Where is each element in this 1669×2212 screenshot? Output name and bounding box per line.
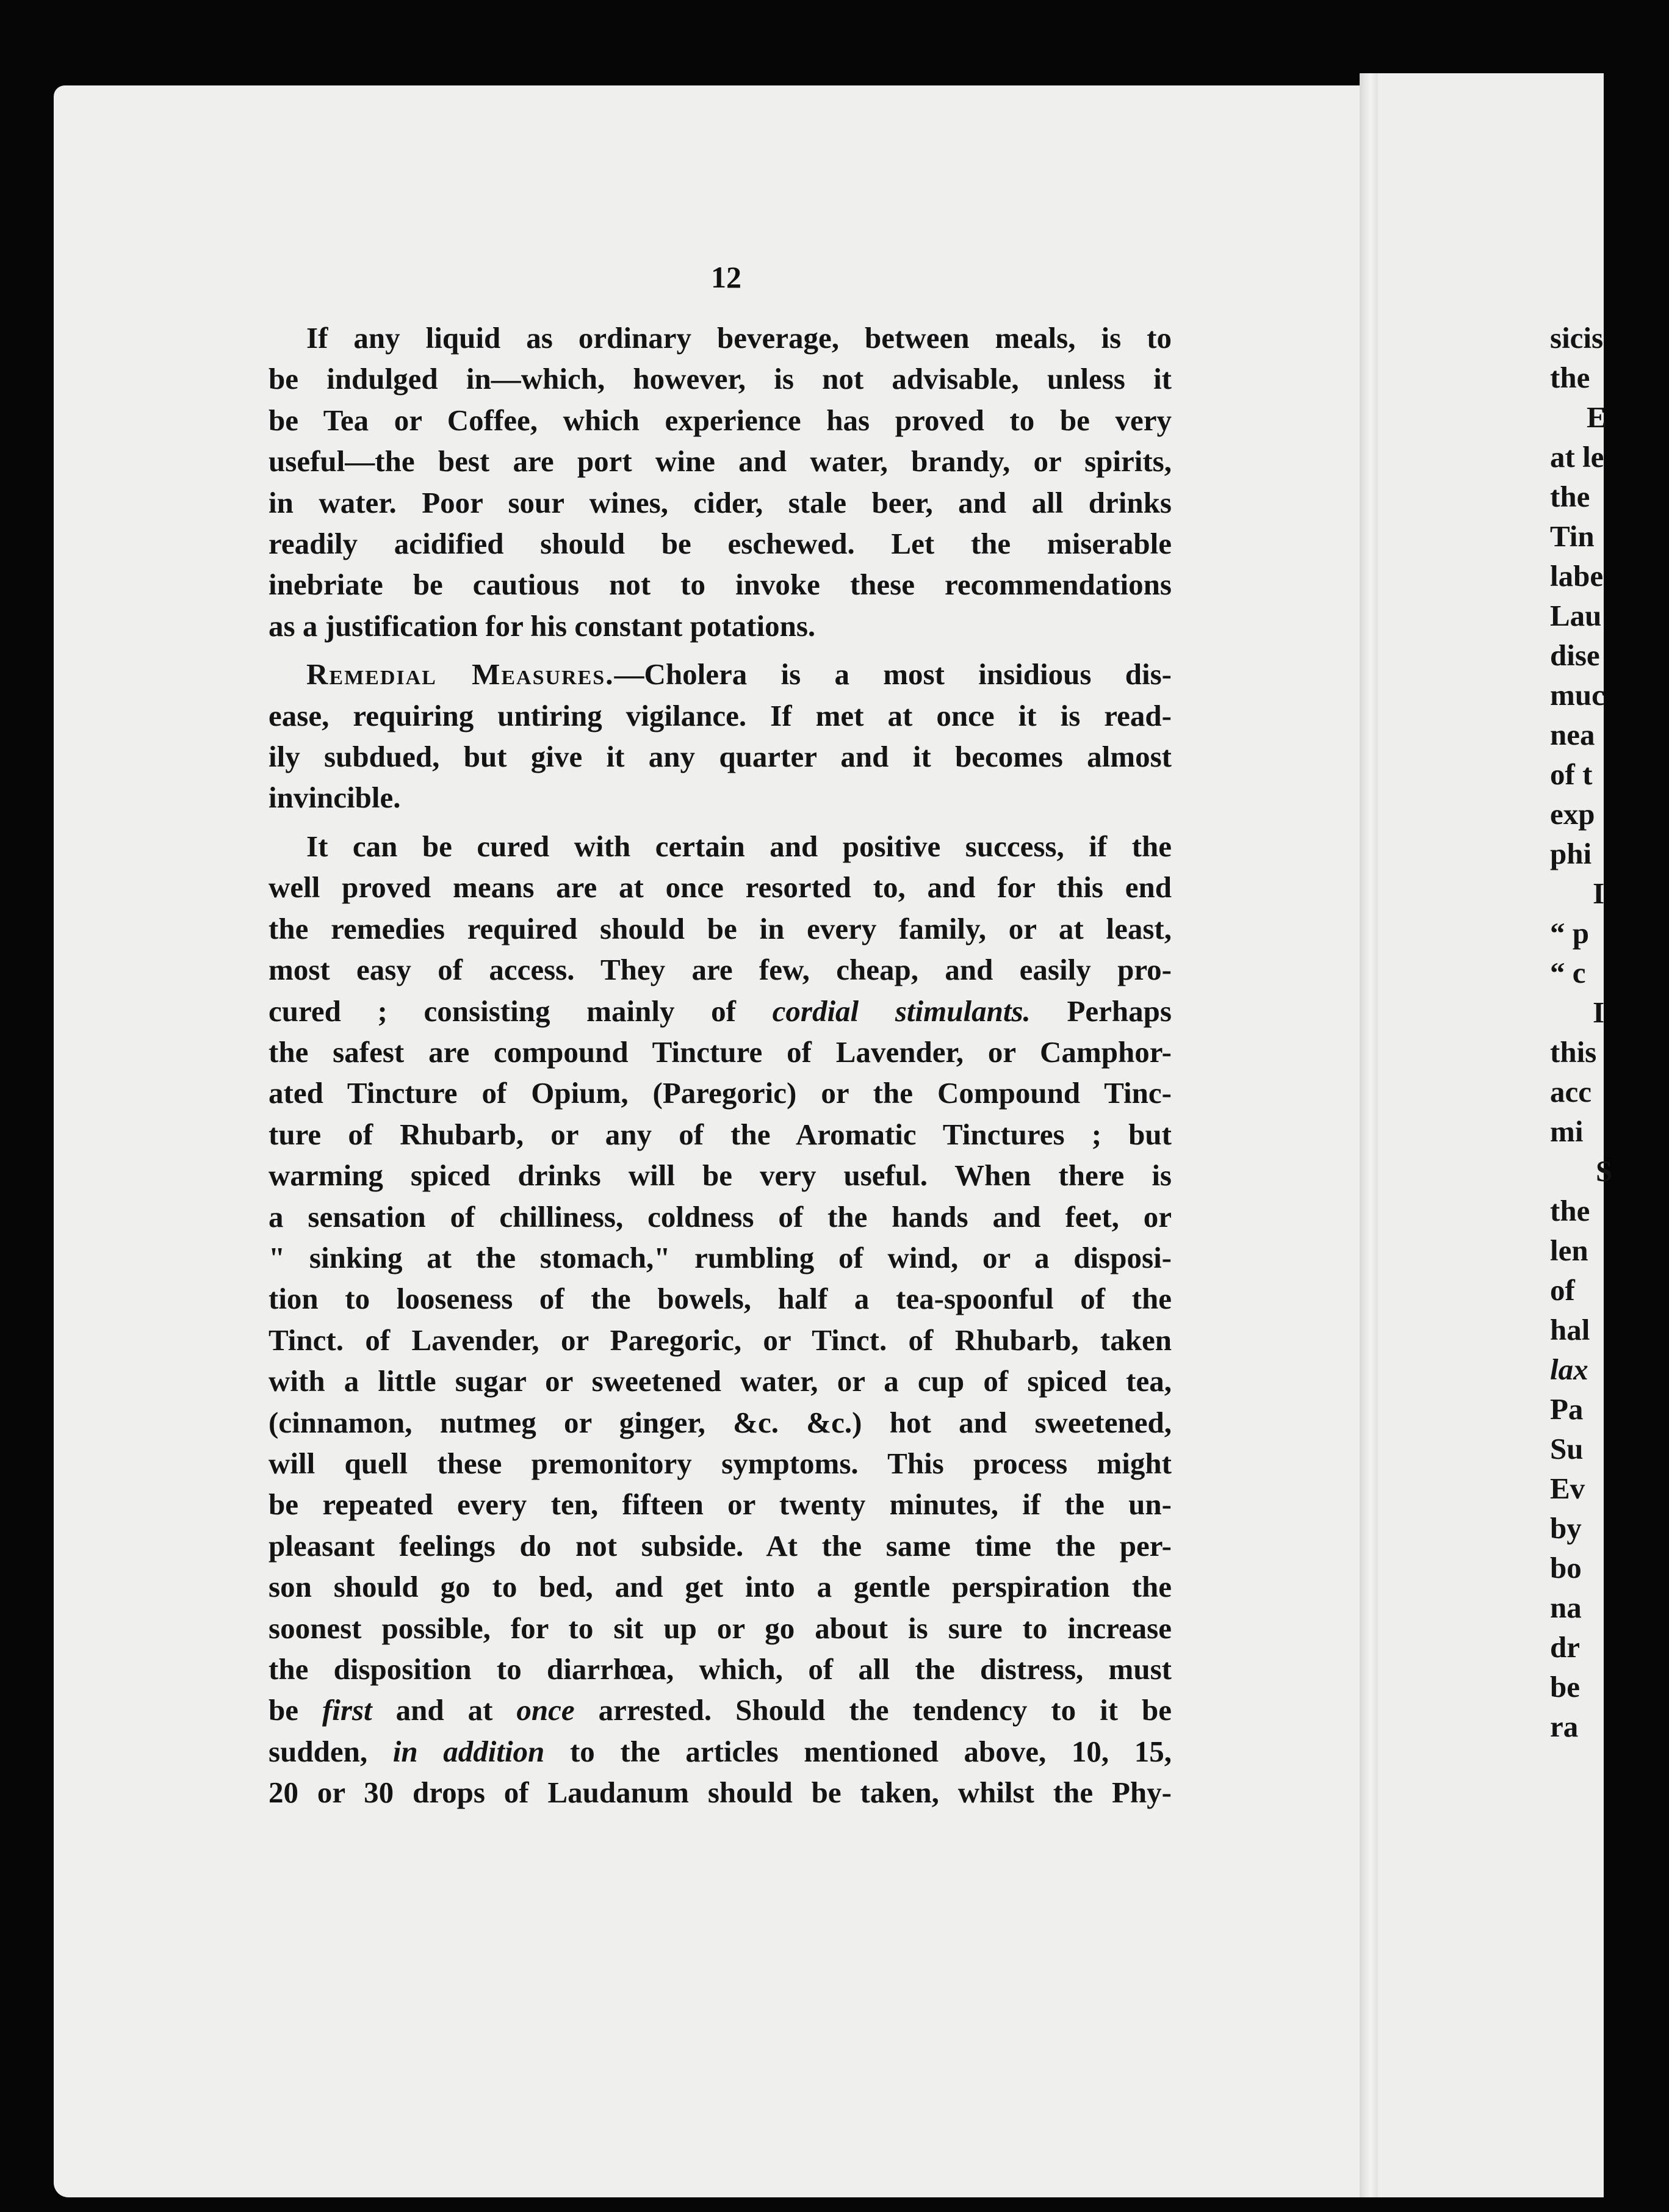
text-line: well proved means are at once resorted to, and for this end [269,870,1172,905]
right-page-fragment: by [1550,1511,1582,1545]
text-line: will quell these premonitory symptoms. This process might [269,1446,1172,1480]
right-page-fragment: S [1596,1154,1613,1188]
text-line: " sinking at the stomach," rumbling of wind, or a disposi- [269,1240,1172,1274]
text-line: ease, requiring untiring vigilance. If met at once it is read- [269,698,1172,732]
text-run: Perhaps [1030,994,1172,1028]
text-line: in water. Poor sour wines, cider, stale beer, and all drinks [269,485,1172,519]
text-line: useful—the best are port wine and water, brandy, or spirits, [269,444,1172,479]
right-page-fragment: the [1550,361,1590,394]
right-page-fragment: muc [1550,678,1605,712]
right-page-fragment: Tin [1550,519,1595,553]
page-gutter [1360,73,1378,2197]
text-run: arrested. Should the tendency to it be [574,1693,1172,1727]
text-line [269,991,1172,1032]
right-page-fragment: of [1550,1273,1575,1307]
right-page-fragment: Su [1550,1432,1584,1466]
text-line: 20 or 30 drops of Laudanum should be taken, whilst the Phy- [269,1776,1172,1810]
text-line: tion to looseness of the bowels, half a tea-spoonful of the [269,1282,1172,1316]
text-line: the disposition to diarrhœa, which, of all the distress, must [269,1652,1172,1686]
italic-run: first [322,1693,372,1727]
text-run: be [269,1693,322,1727]
text-line: readily acidified should be eschewed. Let the miserable [269,527,1172,561]
right-page-fragment: I [1593,876,1605,910]
right-page-fragment: nea [1550,718,1595,751]
text-line [269,654,1172,695]
page-number: 12 [711,260,741,294]
right-page-fragment: of t [1550,757,1593,791]
right-page-fragment: “ c [1550,956,1586,989]
text-line: the remedies required should be in every family, or at least, [269,911,1172,945]
right-page-fragment: E [1587,400,1607,434]
text-line: be indulged in—which, however, is not advisable, unless it [269,362,1172,396]
right-page-fragment: at le [1550,440,1604,474]
text-line: It can be cured with certain and positive success, if the [306,829,1172,863]
italic-run: cordial stimulants. [772,994,1031,1028]
text-line: pleasant feelings do not subside. At the same time the per- [269,1528,1172,1563]
text-run: and at [372,1693,517,1727]
text-line: Tinct. of Lavender, or Paregoric, or Tinct. of Rhubarb, taken [269,1323,1172,1357]
text-line: with a little sugar or sweetened water, or a cup of spiced tea, [269,1364,1172,1398]
text-line: most easy of access. They are few, cheap, and easily pro- [269,953,1172,987]
right-page-fragment: exp [1550,797,1595,831]
text-line: ture of Rhubarb, or any of the Aromatic Tinctures ; but [269,1117,1172,1151]
right-page-fragment: Lau [1550,599,1602,632]
italic-run: once [516,1693,575,1727]
text-line [269,1731,1172,1772]
text-line: as a justification for his constant potations. [269,609,816,643]
right-page-fragment: this [1550,1035,1597,1069]
text-line: ily subdued, but give it any quarter and it becomes almost [269,740,1172,774]
text-line: (cinnamon, nutmeg or ginger, &c. &c.) hot and sweetened, [269,1405,1172,1439]
text-run: —Cholera is a most insidious dis- [614,657,1172,692]
text-line: soonest possible, for to sit up or go about is sure to increase [269,1611,1172,1645]
right-page-fragment: be [1550,1670,1580,1704]
right-page-fragment: lax [1550,1353,1588,1386]
right-page-fragment: Ev [1550,1472,1585,1505]
right-page-fragment: labe [1550,559,1604,593]
right-page-fragment: mi [1550,1115,1584,1148]
right-page-fragment: acc [1550,1075,1591,1108]
right-page-fragment: “ p [1550,916,1590,950]
right-page-fragment: the [1550,1194,1590,1227]
text-line: be repeated every ten, fifteen or twenty minutes, if the un- [269,1487,1172,1522]
right-page-fragment: the [1550,480,1590,513]
right-page-fragment: bo [1550,1551,1582,1585]
italic-run: in addition [392,1734,545,1768]
right-page-fragment: I [1593,996,1605,1029]
right-page-fragment: na [1550,1591,1582,1624]
right-page-fragment: len [1550,1234,1588,1267]
text-line: If any liquid as ordinary beverage, between meals, is to [306,321,1172,355]
text-line: the safest are compound Tincture of Lavender, or Camphor- [269,1035,1172,1069]
text-line: warming spiced drinks will be very useful. When there is [269,1158,1172,1193]
text-line: be Tea or Coffee, which experience has proved to be very [269,403,1172,437]
text-run: cured ; consisting mainly of [269,994,773,1028]
text-run: sudden, [269,1734,393,1768]
section-heading: Remedial Measures. [306,657,615,692]
text-line: ated Tincture of Opium, (Paregoric) or the Compound Tinc- [269,1076,1172,1110]
right-page-fragment: hal [1550,1313,1590,1346]
text-line: son should go to bed, and get into a gentle perspiration the [269,1570,1172,1604]
right-page-fragment: Pa [1550,1392,1584,1426]
text-line [269,1690,1172,1730]
text-run: to the articles mentioned above, 10, 15, [544,1734,1172,1768]
text-line: inebriate be cautious not to invoke these recommendations [269,568,1172,602]
right-page-fragment: phi [1550,837,1592,870]
right-page-fragment: sicis [1550,321,1604,355]
text-line: invincible. [269,781,401,815]
right-page-fragment: ra [1550,1710,1579,1743]
text-line: a sensation of chilliness, coldness of the hands and feet, or [269,1199,1172,1234]
right-page-fragment: dr [1550,1630,1580,1664]
body-text [269,317,1172,1813]
right-page-fragment: dise [1550,638,1600,672]
